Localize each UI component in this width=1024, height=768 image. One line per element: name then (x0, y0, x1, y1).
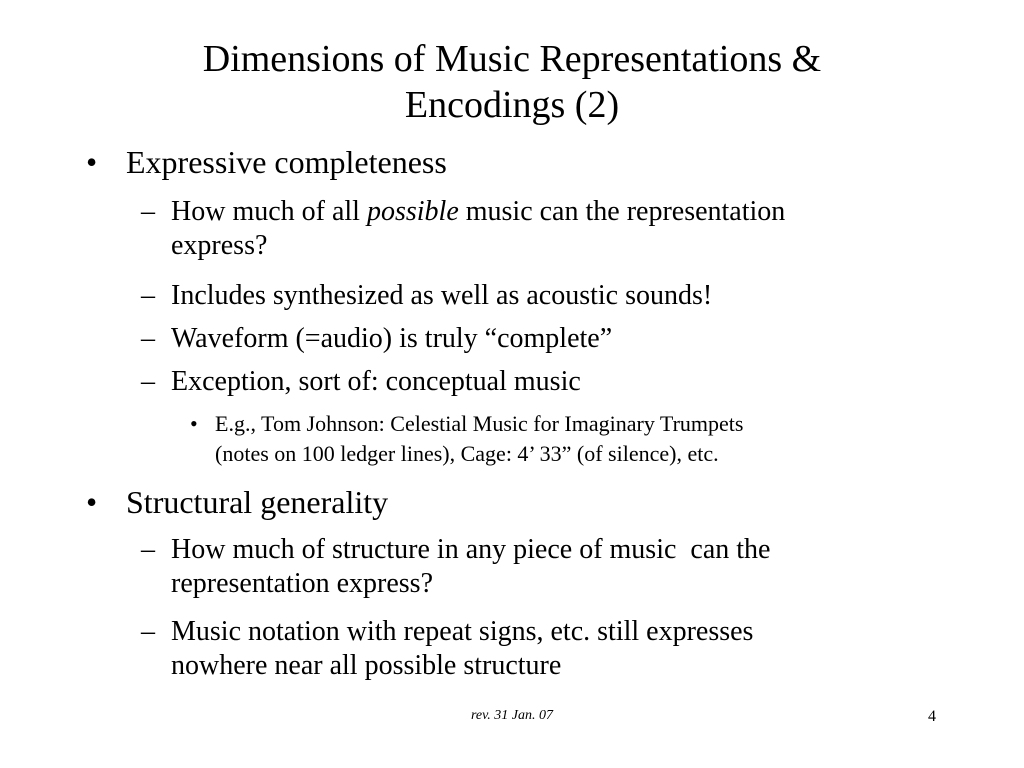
slide-title-line-1: Dimensions of Music Representations & (202, 38, 822, 80)
sub-item-text: Includes synthesized as well as acoustic sounds! (171, 280, 713, 311)
sub-item-text-line-2: nowhere near all possible structure (171, 650, 562, 681)
sub-sub-item-text-line-1: E.g., Tom Johnson: Celestial Music for Imaginary Trumpets (215, 411, 744, 436)
sub-item-text-line-1: Music notation with repeat signs, etc. still expresses (171, 616, 754, 647)
sub-item-text-post: music can the representation (458, 196, 786, 227)
slide-page-number: 4 (928, 708, 936, 725)
sub-item-text-emphasis: possible (366, 196, 459, 227)
bullet-text: Expressive completeness (126, 144, 447, 180)
sub-item-text: Waveform (=audio) is truly “complete” (171, 323, 613, 354)
sub-item-text-line-2: representation express? (171, 568, 433, 599)
sub-sub-item-text-line-2: (notes on 100 ledger lines), Cage: 4’ 33” (of silence), etc. (215, 441, 719, 466)
slide-title-line-2: Encodings (2) (404, 84, 620, 126)
sub-item-text-line-1: How much of structure in any piece of music can the (171, 534, 771, 565)
sub-item-text-line-2: express? (171, 230, 268, 261)
bullet-marker: • (86, 144, 98, 180)
sub-item-text-line-1 (171, 195, 785, 229)
dash-marker: – (141, 616, 155, 647)
sub-item-text: Exception, sort of: conceptual music (171, 366, 581, 397)
slide-footer-revision: rev. 31 Jan. 07 (470, 708, 554, 723)
dash-marker: – (141, 534, 155, 565)
dash-marker: – (141, 280, 155, 311)
dash-marker: – (141, 323, 155, 354)
dash-marker: – (141, 366, 155, 397)
bullet-marker: • (86, 484, 98, 520)
sub-item-text-pre: How much of all (171, 196, 367, 227)
bullet-marker: • (190, 411, 198, 436)
dash-marker: – (141, 196, 155, 227)
bullet-text: Structural generality (126, 484, 389, 520)
